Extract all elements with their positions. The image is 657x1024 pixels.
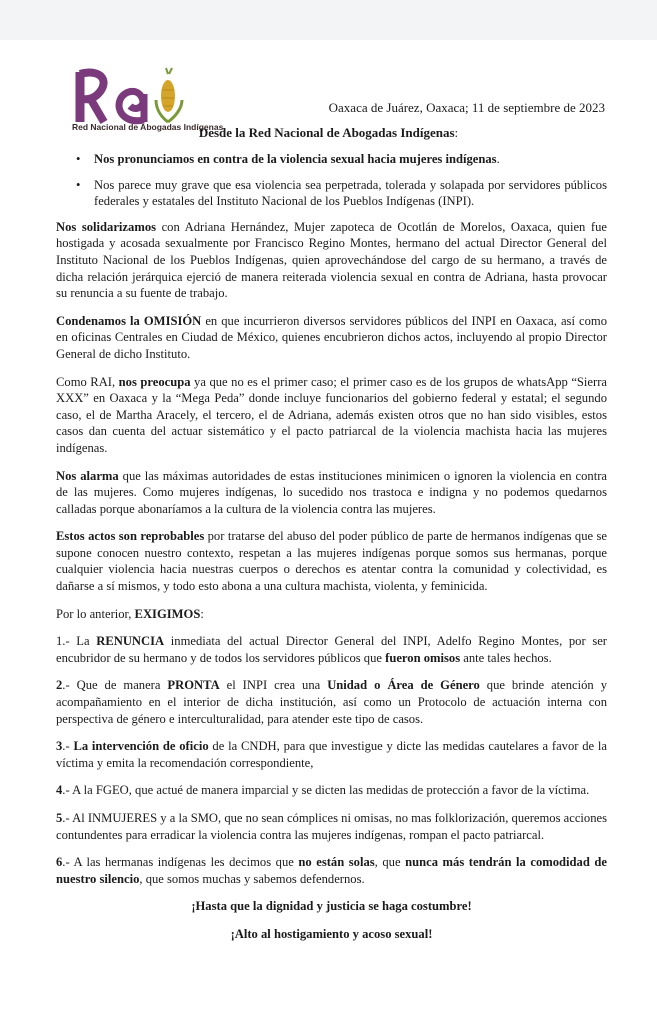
- paragraph-demands-intro: [56, 606, 607, 623]
- demand-text: .- A las hermanas indígenas les decimos que: [62, 855, 299, 870]
- demand-bold: fueron omisos: [385, 650, 461, 665]
- demand-text: ante tales hechos.: [460, 650, 552, 665]
- demand-number: 1: [56, 634, 63, 649]
- demand-number: 5: [56, 811, 63, 825]
- p1-bold: Nos solidarizamos: [56, 219, 157, 234]
- demand-bold: La intervención de oficio: [73, 739, 209, 754]
- p3-pre: Como RAI,: [56, 374, 119, 389]
- closing-slogan-2: [56, 926, 607, 943]
- p6-pre: Por lo anterior,: [56, 606, 135, 621]
- heading-text: Desde la Red Nacional de Abogadas Indígenas: [198, 125, 455, 140]
- p1-text: con Adriana Hernández, Mujer zapoteca de Ocotlán de Morelos, Oaxaca, quien fue hostigada y acosada sexualmente por Francisco Regino Montes, hermano del actual Director General del Instituto Nacional de los Pueblos Indígenas, quien aprovechándose del cargo de su hermano, a través de dicha relación jerárquica ejerció de manera reiterada violencia sexual en contra de Adriana, hasta provocar su renuncia a su fuente de trabajo.: [56, 219, 607, 301]
- demand-number: 6: [56, 855, 63, 870]
- demand-6: [56, 854, 607, 887]
- demand-text: inmediata del actual Director General del INPI, Adelfo Regino Montes, por ser encubridor de su hermano y de todos los servidores públicos que: [56, 634, 608, 665]
- demand-text: , que somos muchas y sabemos defendernos.: [139, 871, 365, 886]
- heading-colon: :: [454, 125, 459, 140]
- demand-5: [56, 810, 607, 843]
- p3-text: ya que no es el primer caso; el primer caso es de los grupos de whatsApp “Sierra XXX” en Oaxaca y la “Mega Peda” donde incluye funcionarios del gobierno federal y estatal; el segundo caso, el de Martha Aracely, el tercero, el de Adriana, además existen otros que no han sido visibles, estos casos dan cuenta del actuar sistemático y el pacto patriarcal de la violencia machista hacia las mujeres indígenas.: [56, 374, 607, 455]
- paragraph-reprehensible: [56, 528, 607, 594]
- demand-4: [56, 782, 607, 799]
- bullet-text: .: [496, 152, 500, 166]
- bullet-text: Nos parece muy grave que esa violencia sea perpetrada, tolerada y solapada por servidores públicos federales y estatales del Instituto Nacional de los Pueblos Indígenas (INPI).: [94, 177, 607, 209]
- demand-text: que brinde atención y acompañamiento en el interior de dicha institución, así como un Protocolo de actuación interna con perspectiva de género e interculturalidad, para atender este tipo de casos.: [56, 678, 607, 726]
- logo-caption: Red Nacional de Abogadas Indígenas: [72, 122, 224, 132]
- document-body: [56, 151, 607, 954]
- bullet-item: [56, 177, 607, 210]
- bullet-item: [56, 151, 607, 168]
- paragraph-condemn: [56, 313, 607, 363]
- demand-bold: RENUNCIA: [96, 634, 165, 649]
- demand-text: .-: [62, 739, 74, 754]
- closing-text: ¡Alto al hostigamiento y acoso sexual!: [230, 926, 433, 941]
- p2-bold: Condenamos la OMISIÓN: [56, 313, 202, 328]
- demand-1: [56, 633, 607, 666]
- demand-3: [56, 738, 607, 771]
- closing-slogan-1: [56, 898, 607, 915]
- demand-bold: Unidad o Área de Género: [327, 678, 480, 693]
- p5-bold: Estos actos son reprobables: [56, 529, 205, 544]
- p6-text: :: [200, 606, 204, 621]
- demand-text: .- A la FGEO, que actué de manera imparcial y se dicten las medidas de protección a favor de la víctima.: [62, 783, 590, 798]
- demand-bold: no están solas: [298, 855, 375, 870]
- demand-text: de la CNDH, para que investigue y dicte las medidas cautelares a favor de la víctima y emita la recomendación correspondiente,: [56, 739, 608, 770]
- p4-text: que las máximas autoridades de estas instituciones minimicen o ignoren la violencia en contra de las mujeres. Como mujeres indígenas, lo sucedido nos trastoca e indigna y no podemos quedarnos calladas porque abonaríamos a la cultura de la violencia contra las mujeres.: [56, 468, 607, 516]
- demand-number: 2: [56, 678, 63, 693]
- demand-bold: nunca más tendrán la comodidad de nuestro silencio: [56, 855, 607, 886]
- demand-text: el INPI crea una: [219, 678, 328, 693]
- demand-number: 3: [56, 739, 63, 754]
- paragraph-solidarity: [56, 219, 607, 302]
- paragraph-alarm: [56, 468, 607, 518]
- bullet-dot-icon: •: [76, 177, 81, 192]
- demand-text: , que: [374, 855, 406, 870]
- demand-bold: PRONTA: [167, 678, 220, 693]
- demand-text: .- La: [62, 634, 97, 649]
- p2-text: en que incurrieron diversos servidores públicos del INPI en Oaxaca, así como en oficinas Centrales en Ciudad de México, quienes encubrieron dichos actos, incluyendo al propio Director General de dicho Instituto.: [56, 313, 607, 361]
- document-page: [0, 40, 657, 1024]
- document-date: Oaxaca de Juárez, Oaxaca; 11 de septiembre de 2023: [328, 100, 605, 115]
- closing-text: ¡Hasta que la dignidad y justicia se haga costumbre!: [191, 899, 472, 914]
- p4-bold: Nos alarma: [56, 468, 119, 483]
- paragraph-concern: [56, 374, 607, 457]
- p5-text: por tratarse del abuso del poder público de parte de hermanos indígenas que se supone conocen nuestro contexto, respetan a las mujeres indígenas porque somos sus hermanas, porque cualquier violencia hacia nuestras cuerpos o derechos es atentar contra la comunidad y colectividad, es dañarse a sí mismos, y todo esto abona a una cultura machista, violenta, y feminicida.: [56, 529, 607, 594]
- document-heading: [0, 125, 657, 141]
- p6-bold: EXIGIMOS: [134, 606, 201, 621]
- bullet-bold: Nos pronunciamos en contra de la violencia sexual hacia mujeres indígenas: [94, 152, 497, 166]
- demand-2: [56, 677, 607, 727]
- bullet-dot-icon: •: [76, 152, 81, 166]
- demand-number: 4: [56, 783, 63, 798]
- p3-bold: nos preocupa: [118, 374, 191, 389]
- demand-text: .- Que de manera: [62, 678, 168, 693]
- demand-text: .- Al INMUJERES y a la SMO, que no sean cómplices ni omisas, no mas folklorización, queremos acciones contundentes para erradicar la violencia contra las mujeres indígenas, rompan el pacto patriarcal.: [56, 811, 607, 842]
